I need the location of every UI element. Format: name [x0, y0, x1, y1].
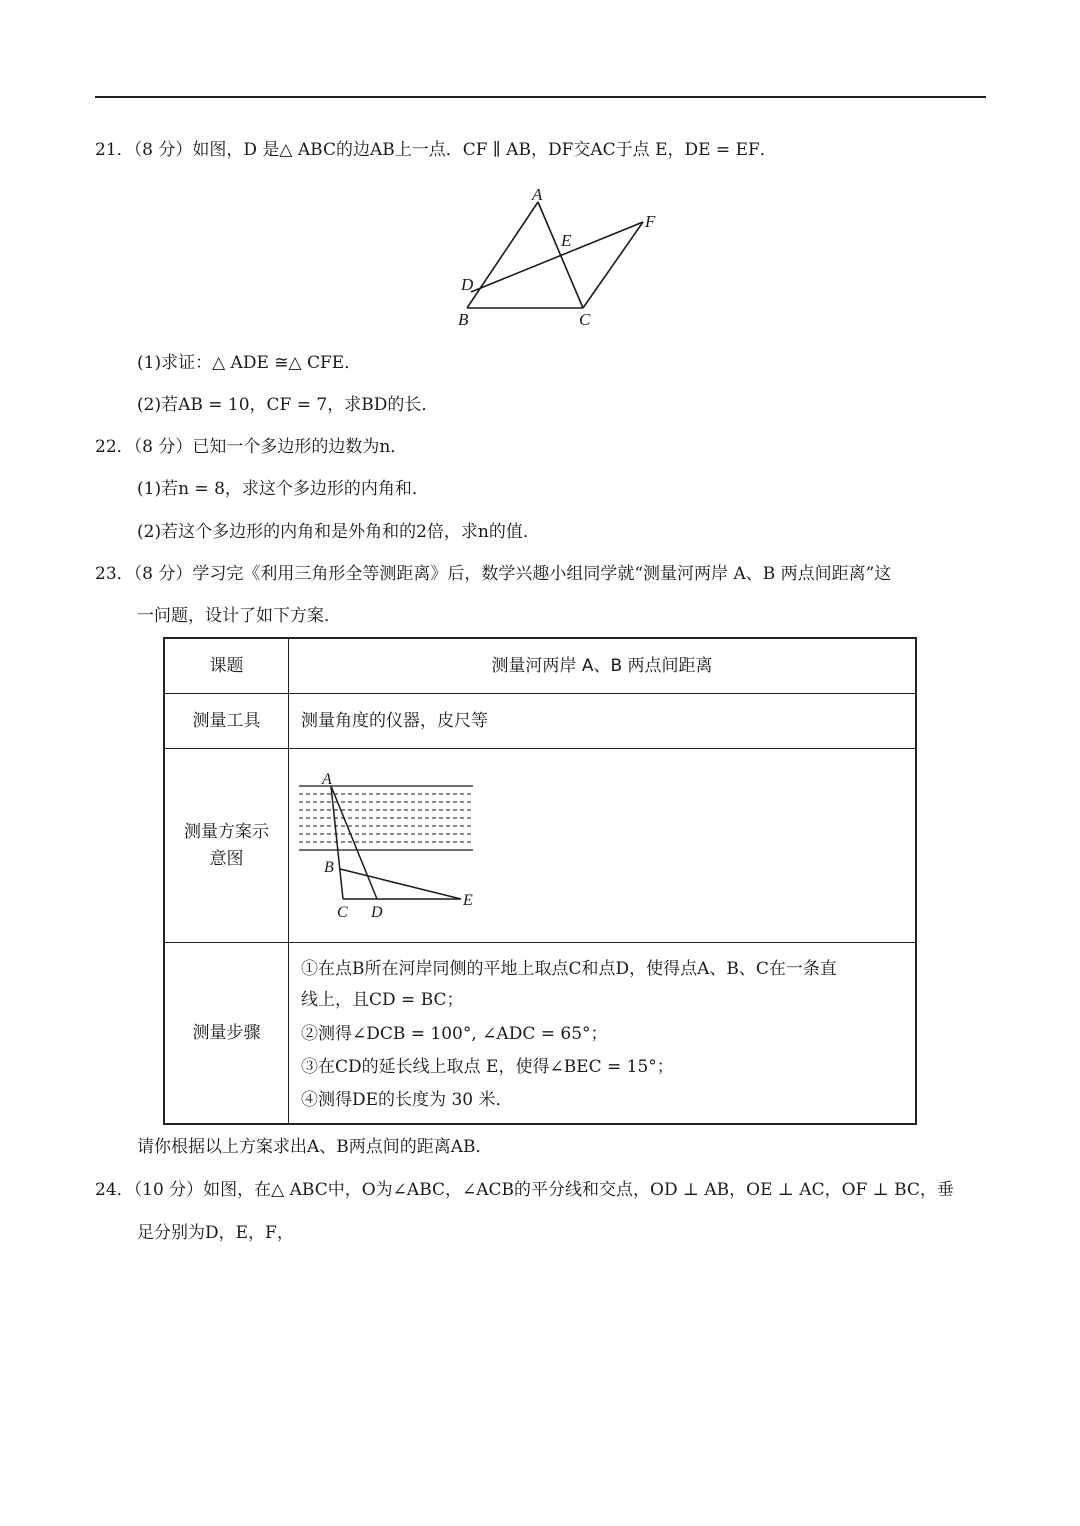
topic-value: 测量河两岸 A、B 两点间距离 [491, 656, 713, 676]
diagram-label-c: C [337, 904, 348, 921]
q21-label-b: B [458, 310, 469, 329]
step-1: ①在点B所在河岸同侧的平地上取点C和点D，使得点A、B、C在一条直 [301, 959, 837, 979]
table-row-tools [165, 694, 915, 749]
diagram-label-a: A [322, 771, 332, 788]
tools-label: 测量工具 [165, 694, 289, 748]
step-3: ③在CD的延长线上取点 E，使得∠BEC = 15°； [301, 1057, 674, 1077]
q23-heading-line2: 一问题，设计了如下方案． [137, 606, 341, 626]
q21-label-e: E [561, 231, 572, 250]
diagram-label-e: E [463, 892, 473, 909]
topic-label: 课题 [165, 639, 289, 693]
q23-heading-line1: 23．（8 分）学习完《利用三角形全等测距离》后，数学兴趣小组同学就“测量河两岸 A、B 两点间距离”这 [95, 564, 892, 584]
q21-figure [440, 180, 680, 330]
table-row-topic [165, 639, 915, 694]
q22-heading: 22．（8 分）已知一个多边形的边数为n． [95, 437, 408, 457]
table-row-diagram [165, 749, 915, 943]
q22-part2: (2)若这个多边形的内角和是外角和的2倍，求n的值． [137, 522, 540, 542]
q22-part1: (1)若n = 8，求这个多边形的内角和． [137, 479, 429, 499]
q21-seg-ab [467, 202, 538, 308]
q23-ask: 请你根据以上方案求出A、B两点间的距离AB． [137, 1137, 493, 1157]
q24-heading-line2: 足分别为D，E，F， [137, 1223, 294, 1243]
q21-part2: (2)若AB = 10，CF = 7，求BD的长． [137, 395, 439, 415]
diagram-label [165, 749, 289, 942]
step-4: ④测得DE的长度为 30 米． [301, 1090, 513, 1110]
tools-value: 测量角度的仪器，皮尺等 [301, 711, 488, 731]
top-rule [95, 96, 986, 98]
q21-label-c: C [579, 310, 591, 329]
seg-be [340, 869, 461, 899]
q21-heading: 21．（8 分）如图，D 是△ ABC的边AB上一点．CF ∥ AB，DF交AC于点 E，DE = EF． [95, 140, 777, 160]
table-row-steps [165, 943, 915, 1123]
step-1-cont: 线上，且CD = BC； [301, 990, 464, 1010]
q21-label-a: A [532, 185, 543, 204]
q23-scheme-table [163, 637, 917, 1125]
diagram-label-d: D [371, 904, 383, 921]
q21-label-f: F [645, 212, 656, 231]
q21-seg-df [471, 222, 643, 292]
diagram-label-line1: 测量方案示 [184, 821, 269, 842]
q21-part1: (1)求证：△ ADE ≅△ CFE． [137, 353, 362, 373]
q23-river-diagram [297, 769, 497, 929]
diagram-label-line2: 意图 [209, 848, 244, 869]
step-2: ②测得∠DCB = 100°, ∠ADC = 65°； [301, 1024, 608, 1044]
diagram-label-b: B [324, 859, 334, 876]
q21-label-d: D [461, 275, 474, 294]
steps-label: 测量步骤 [165, 943, 289, 1123]
q24-heading-line1: 24．（10 分）如图，在△ ABC中，O为∠ABC，∠ACB的平分线和交点，OD ⊥ AB，OE ⊥ AC，OF ⊥ BC，垂 [95, 1180, 954, 1200]
